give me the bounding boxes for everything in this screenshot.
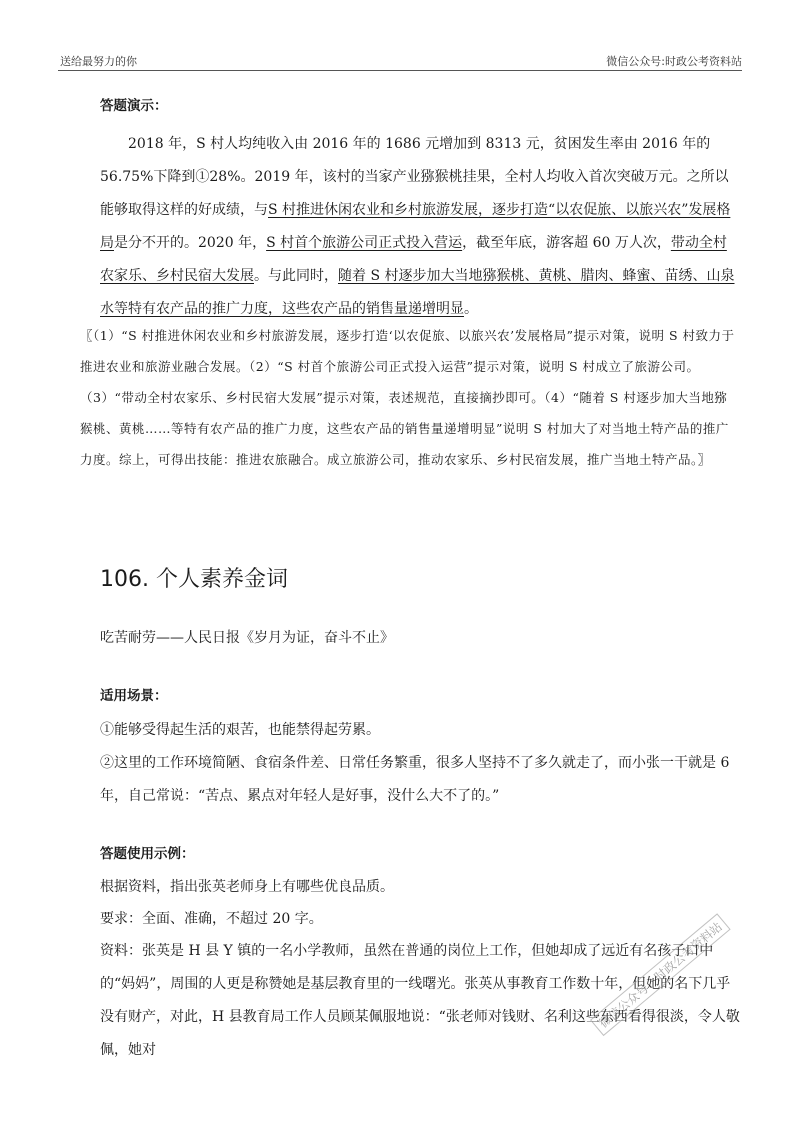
section-title: 106. 个人素养金词 xyxy=(100,567,288,592)
demo-underline-3: 带动全村农家乐、乡村民宿大发展 xyxy=(100,235,727,284)
demo-underline-4: 随着 S 村逐步加大当地猕猴桃、黄桃、腊肉、蜂蜜、苗绣、山泉水等特有农产品的推广力度，这些农产品的销售量递增明显 xyxy=(100,268,735,317)
golden-quote: 吃苦耐劳——人民日报《岁月为证，奋斗不止》 xyxy=(100,630,394,646)
page-header xyxy=(0,0,800,70)
demo-text-1: 2018 年，S 村人均纯收入由 2016 年的 1686 元增加到 8313 元，贫困发生率由 2016 年的 56.75%下降到①28%。2019 年，该村的当家产业猕猴桃挂果，全村人均收入首次突破万元。之所以能够取得这样的好成绩，与 xyxy=(100,136,729,218)
example-requirement: 要求：全面、准确，不超过 20 字。 xyxy=(100,911,323,927)
demo-paragraph xyxy=(100,128,740,326)
demo-label: 答题演示： xyxy=(100,98,168,114)
header-divider xyxy=(58,70,742,71)
demo-text-4: 。与此同时， xyxy=(254,268,338,284)
example-material: 资料：张英是 H 县 Y 镇的一名小学教师，虽然在普通的岗位上工作，但她却成了远近有名孩子口中的“妈妈”，周围的人更是称赞她是基层教育里的一线曙光。张英从事教育工作数十年，但她的名下几乎没有财产，对此，H 县教育局工作人员顾某佩服地说：“张老师对钱财、名利这些东西看得很淡，令人敬佩，她对 xyxy=(100,943,740,1058)
scene-item-2: ②这里的工作环境简陋、食宿条件差、日常任务繁重，很多人坚持不了多久就走了，而小张一干就是 6 年，自己常说：“苦点、累点对年轻人是好事，没什么大不了的。” xyxy=(100,755,730,804)
example-label: 答题使用示例： xyxy=(100,846,195,862)
demo-underline-1: S 村推进休闲农业和乡村旅游发展，逐步打造“以农促旅、以旅兴农”发展格局 xyxy=(100,202,731,251)
wechat-watermark: 微信公众号：时政公考资料站 xyxy=(590,913,731,1036)
demo-underline-2: S 村首个旅游公司正式投入营运 xyxy=(266,235,463,251)
scene-item-1: ①能够受得起生活的艰苦，也能禁得起劳累。 xyxy=(100,722,380,738)
example-question: 根据资料，指出张英老师身上有哪些优良品质。 xyxy=(100,879,394,895)
demo-analysis-note: 〖（1）“S 村推进休闲农业和乡村旅游发展，逐步打造‘以农促旅、以旅兴农’发展格局”提示对策，说明 S 村致力于推进农业和旅游业融合发展。（2）“S 村首个旅游公司正式投入运营”提示对策，说明 S 村成立了旅游公司。（3）“带动全村农家乐、乡村民宿大发展”提示对策，表述规范，直接摘抄即可。（4）“随着 S 村逐步加大当地猕猴桃、黄桃……等特有农产品的推广力度，这些农产品的销售量递增明显”说明 S 村加大了对当地土特产品的推广力度。综上，可得出技能：推进农旅融合。成立旅游公司，推动农家乐、乡村民宿发展，推广当地土特产品。〗 xyxy=(80,328,735,467)
header-slogan: 送给最努力的你 xyxy=(60,55,137,68)
demo-text-2: 是分不开的。2020 年， xyxy=(114,235,267,251)
scene-label: 适用场景： xyxy=(100,688,168,704)
demo-text-5: 。 xyxy=(464,301,478,317)
header-wechat-account: 微信公众号:时政公考资料站 xyxy=(606,55,742,68)
demo-text-3: ，截至年底，游客超 60 万人次， xyxy=(462,235,671,251)
